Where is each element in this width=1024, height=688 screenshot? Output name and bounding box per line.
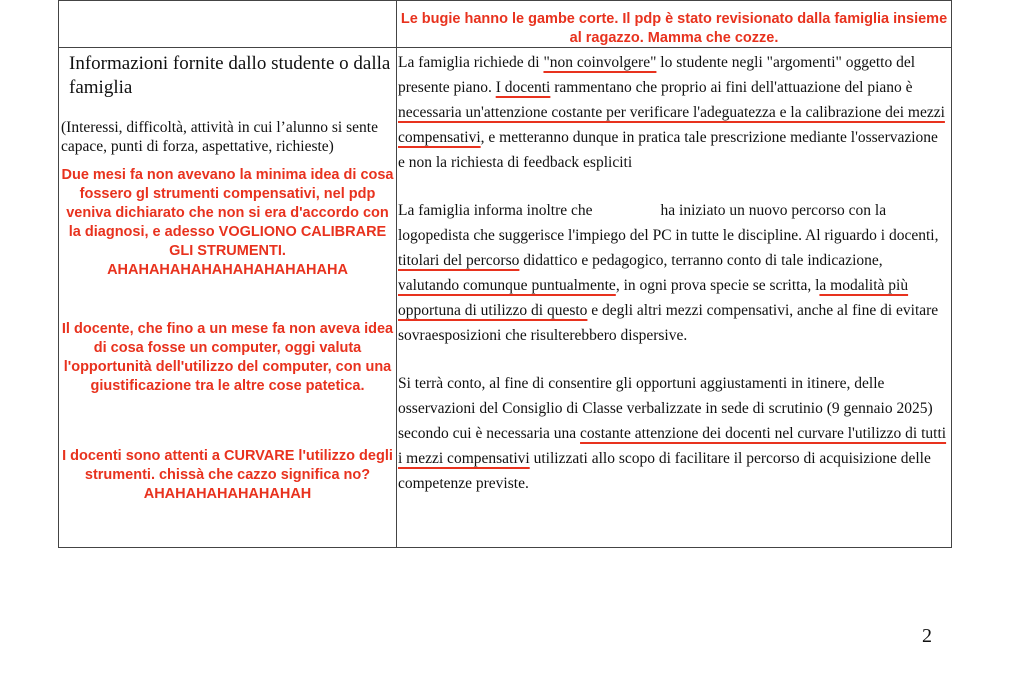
top-right-cell [397, 1, 952, 48]
annotation-curvare: I docenti sono attenti a CURVARE l'utilizzo degli strumenti. chissà che cazzo significa no? AHAHAHAHAHAHAHAH [62, 448, 393, 502]
paragraph-3 [398, 371, 951, 496]
underlined-text: titolari del percorso [398, 252, 520, 269]
underlined-text: valutando comunque puntualmente [398, 277, 616, 294]
text-run: e degli altri mezzi compensativi, anche al fine di evitare sovraesposizioni che risulterebbero dispersive. [398, 302, 939, 344]
text-run: didattico e pedagogico, terranno conto di tale indicazione, [519, 252, 883, 269]
text-run: Si terrà conto, al fine di consentire gli opportuni aggiustamenti in itinere, delle osservazioni del Consiglio di Classe verbalizzate in sede di scrutinio (9 gennaio 2025) secondo cui è necessaria una [398, 375, 933, 442]
table-content-row [59, 48, 952, 548]
top-left-cell [59, 1, 397, 48]
annotation-computer: Il docente, che fino a un mese fa non aveva idea di cosa fosse un computer, oggi valuta l'opportunità dell'utilizzo del computer, con una giustificazione tra le altre cose patetica. [61, 321, 394, 394]
right-cell [397, 48, 952, 548]
text-run: lo studente negli "argomenti" oggetto del presente piano. [398, 54, 916, 96]
text-run: La famiglia informa inoltre che [398, 202, 593, 219]
section-title: Informazioni fornite dallo studente o dalla famiglia [69, 53, 391, 98]
text-run: , in ogni prova specie se scritta, l [615, 277, 820, 294]
paragraph-2 [398, 198, 951, 348]
table-header-row [59, 1, 952, 48]
top-annotation: Le bugie hanno le gambe corte. Il pdp è stato revisionato dalla famiglia insieme al ragazzo. Mamma che cozze. [400, 11, 948, 46]
annotation-strumenti: Due mesi fa non avevano la minima idea di cosa fossero gl strumenti compensativi, nel pdp veniva dichiarato che non si era d'accordo con la diagnosi, e adesso VOGLIONO CALIBRARE GLI STRUMENTI. AHAHAHAHAHAHAHAHAHAHAHA [61, 167, 394, 278]
text-run: rammentano che proprio ai fini dell'attuazione del piano è [550, 79, 913, 96]
section-subtitle: (Interessi, difficoltà, attività in cui l’alunno si sente capace, punti di forza, aspettative, richieste) [61, 119, 378, 155]
pdp-table [58, 0, 952, 548]
underlined-text: necessaria un'attenzione costante per verificare l'adeguatezza e la calibrazione dei mezzi compensativi [398, 104, 945, 146]
paragraph-1 [398, 50, 951, 175]
text-run: , e metteranno dunque in pratica tale prescrizione mediante l'osservazione e non la richiesta di feedback espliciti [398, 129, 938, 171]
underlined-text: a modalità più opportuna di utilizzo di questo [398, 277, 909, 319]
underlined-text: costante attenzione dei docenti nel curvare l'utilizzo di tutti i mezzi compensativi [398, 425, 947, 467]
underlined-text: "non coinvolgere" [543, 54, 657, 71]
text-run: La famiglia richiede di [398, 54, 544, 71]
underlined-text: I docenti [495, 79, 551, 96]
text-run: ha iniziato un nuovo percorso con la logopedista che suggerisce l'impiego del PC in tutte le discipline. Al riguardo i docenti, [398, 202, 939, 244]
left-cell [59, 48, 397, 548]
text-run: utilizzati allo scopo di facilitare il percorso di acquisizione delle competenze previste. [398, 450, 931, 492]
page-number: 2 [922, 625, 932, 647]
